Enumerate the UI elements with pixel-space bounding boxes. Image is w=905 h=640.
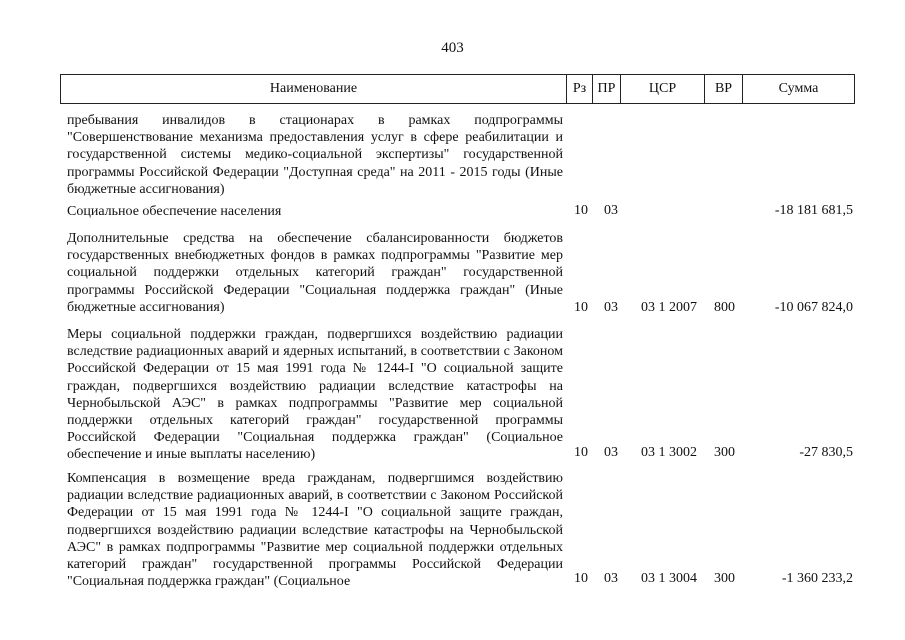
row-csr: 03 1 2007 [641,300,697,315]
row-vr: 300 [714,571,735,586]
row-name: Дополнительные средства на обеспечение сбалансированности бюджетов государственных внебюджетных фондов в рамках подпрограммы "Развитие мер социальной поддержки отдельных категорий граждан" государственной программы Российской Федерации "Социальная поддержка граждан" (Иные бюджетные ассигнования) [67,231,563,315]
row-vr: 800 [714,300,735,315]
header-rz: Рз [567,75,593,103]
header-name: Наименование [61,75,567,103]
row-name: Социальное обеспечение населения [67,204,282,219]
row-rz: 10 [574,300,588,315]
header-sum: Сумма [778,81,819,96]
row-name: пребывания инвалидов в стационарах в рамках подпрограммы "Совершенствование механизма предоставления услуг в сфере реабилитации и государственной системы медико-социальной экспертизы" государственной программы Российской Федерации "Доступная среда" на 2011 - 2015 годы (Иные бюджетные ассигнования) [67,113,563,197]
table-header [60,74,855,104]
header-pr: ПР [593,75,621,103]
row-pr: 03 [604,571,618,586]
row-name: Компенсация в возмещение вреда гражданам, подвергшимся воздействию радиации вследствие радиационных аварий, в соответствии с Законом Российской Федерации от 15 мая 1991 года № 1244-I "О социальной защите граждан, подвергшихся воздействию радиации вследствие катастрофы на Чернобыльской АЭС" в рамках подпрограммы "Развитие мер социальной поддержки отдельных категорий граждан" государственной программы Российской Федерации "Социальная поддержка граждан" (Социальное [67,471,563,590]
page-number: 403 [441,40,464,56]
row-sum: -27 830,5 [799,445,853,460]
row-name: Меры социальной поддержки граждан, подвергшихся воздействию радиации вследствие радиационных аварий и ядерных испытаний, в соответствии с Законом Российской Федерации от 15 мая 1991 года № 1244-I "О социальной защите граждан, подвергшихся воздействию радиации вследствие катастрофы на Чернобыльской АЭС" в рамках подпрограммы "Развитие мер социальной поддержки отдельных категорий граждан" государственной программы Российской Федерации "Социальная поддержка граждан" (Социальное обеспечение и иные выплаты населению) [67,327,563,463]
row-sum: -1 360 233,2 [781,571,853,586]
row-csr: 03 1 3002 [641,445,697,460]
row-pr: 03 [604,445,618,460]
row-pr: 03 [604,300,618,315]
row-csr: 03 1 3004 [641,571,697,586]
row-sum: -18 181 681,5 [774,203,853,218]
header-vr: ВР [705,75,743,103]
row-pr: 03 [604,203,618,218]
row-sum: -10 067 824,0 [774,300,853,315]
header-csr: ЦСР [621,75,705,103]
row-rz: 10 [574,203,588,218]
row-rz: 10 [574,445,588,460]
row-vr: 300 [714,445,735,460]
row-rz: 10 [574,571,588,586]
